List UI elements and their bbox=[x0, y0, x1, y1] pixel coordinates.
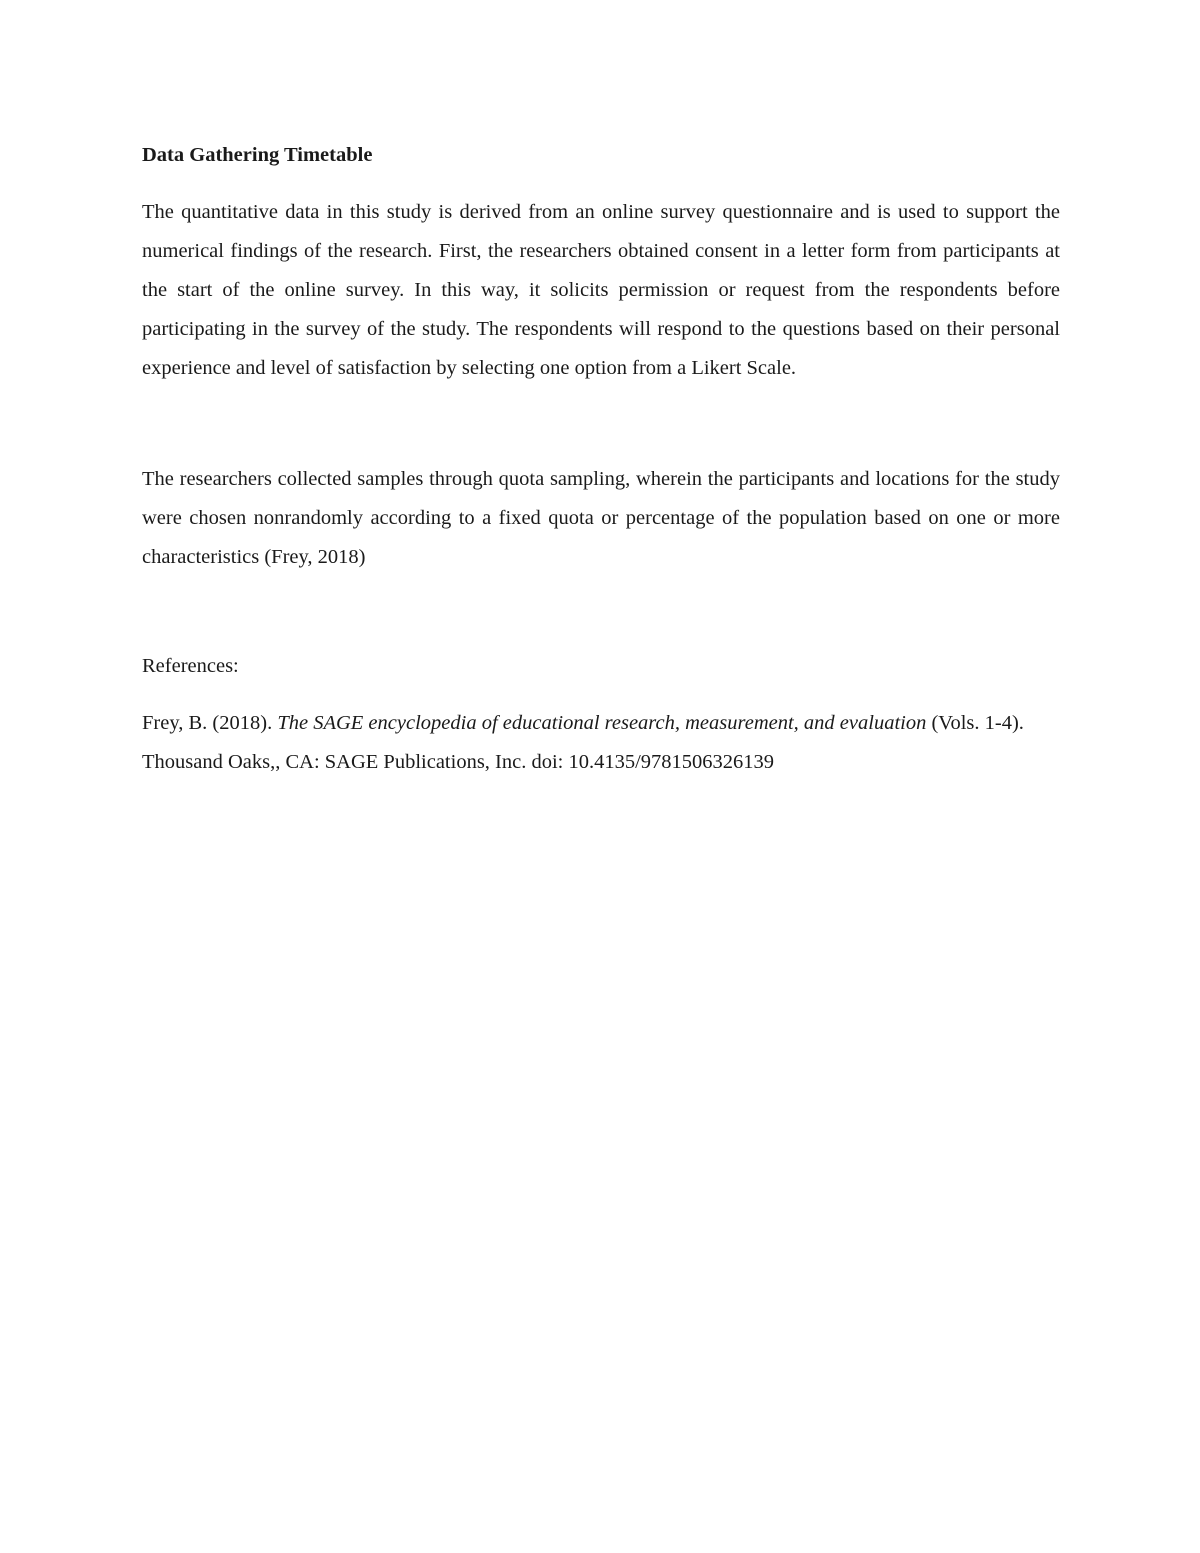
section-heading: Data Gathering Timetable bbox=[142, 144, 373, 166]
reference-author-year: Frey, B. (2018). bbox=[142, 712, 278, 734]
paragraph-spacer bbox=[142, 388, 1060, 460]
references-label: References: bbox=[142, 655, 239, 677]
reference-details: (Vols. 1-4). Thousand Oaks,, CA: SAGE Publications, Inc. doi: 10.4135/9781506326139 bbox=[142, 712, 1024, 773]
paragraph-sampling: The researchers collected samples through quota sampling, wherein the participants and locations for the study were chosen nonrandomly according to a fixed quota or percentage of the population based on one or more characteristics (Frey, 2018) bbox=[142, 468, 1060, 568]
paragraph-survey-method: The quantitative data in this study is derived from an online survey questionnaire and is used to support the numerical findings of the research. First, the researchers obtained consent in a letter form from participants at the start of the online survey. In this way, it solicits permission or request from the respondents before participating in the survey of the study. The respondents will respond to the questions based on their personal experience and level of satisfaction by selecting one option from a Likert Scale. bbox=[142, 201, 1060, 379]
references-spacer bbox=[142, 577, 1060, 647]
reference-entry bbox=[142, 704, 1060, 782]
document-body bbox=[142, 136, 1060, 782]
reference-title: The SAGE encyclopedia of educational research, measurement, and evaluation bbox=[277, 712, 927, 734]
